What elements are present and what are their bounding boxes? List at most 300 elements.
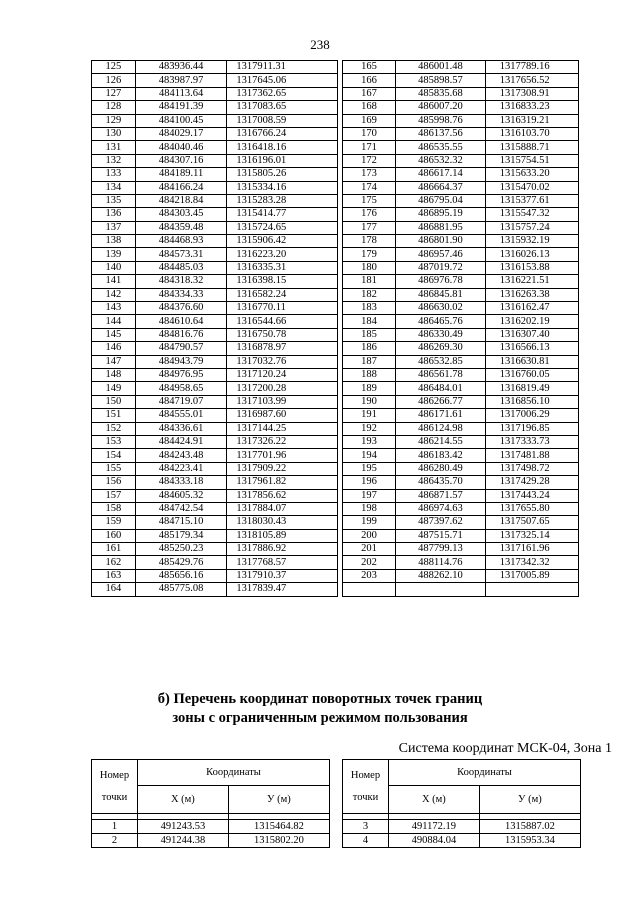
table-row <box>92 462 338 475</box>
table-row <box>92 74 338 87</box>
x-coordinate-cell: 484166.24 <box>135 181 227 194</box>
y-coordinate-cell: 1315888.71 <box>485 141 578 154</box>
point-number-cell: 160 <box>92 529 136 542</box>
point-number-cell: 189 <box>343 382 396 395</box>
x-coordinate-cell: 484189.11 <box>135 168 227 181</box>
x-coordinate-cell: 485179.34 <box>135 529 227 542</box>
x-coordinate-cell: 486845.81 <box>396 288 486 301</box>
y-coordinate-cell: 1317429.28 <box>485 476 578 489</box>
table-row <box>92 489 338 502</box>
point-number-cell: 196 <box>343 476 396 489</box>
y-coordinate-cell: 1317701.96 <box>227 449 338 462</box>
x-coordinate-cell: 484742.54 <box>135 502 227 515</box>
y-coordinate-cell: 1315906.42 <box>227 235 338 248</box>
table-row <box>343 114 579 127</box>
x-coordinate-cell: 488114.76 <box>396 556 486 569</box>
table-row <box>92 422 338 435</box>
point-number-cell: 176 <box>343 208 396 221</box>
point-number-cell: 154 <box>92 449 136 462</box>
point-number-cell: 195 <box>343 462 396 475</box>
x-coordinate-cell: 486535.55 <box>396 141 486 154</box>
point-number-cell: 198 <box>343 502 396 515</box>
point-number-cell: 192 <box>343 422 396 435</box>
table-row <box>343 449 579 462</box>
point-number-cell: 183 <box>343 302 396 315</box>
point-number-cell: 3 <box>343 820 389 834</box>
y-coordinate-cell: 1317333.73 <box>485 435 578 448</box>
table-row <box>343 288 579 301</box>
table-row <box>343 101 579 114</box>
point-number-cell: 186 <box>343 342 396 355</box>
point-number-cell: 127 <box>92 87 136 100</box>
point-number-cell: 175 <box>343 194 396 207</box>
y-coordinate-cell: 1317884.07 <box>227 502 338 515</box>
y-coordinate-cell: 1317144.25 <box>227 422 338 435</box>
point-number-cell: 165 <box>343 61 396 74</box>
table-row <box>343 395 579 408</box>
x-coordinate-cell: 486484.01 <box>396 382 486 395</box>
y-coordinate-cell: 1316750.78 <box>227 328 338 341</box>
point-number-cell: 167 <box>343 87 396 100</box>
x-coordinate-cell: 484943.79 <box>135 355 227 368</box>
x-coordinate-cell: 486465.76 <box>396 315 486 328</box>
x-coordinate-cell: 486001.48 <box>396 61 486 74</box>
point-number-cell: 187 <box>343 355 396 368</box>
point-number-cell: 200 <box>343 529 396 542</box>
y-coordinate-cell: 1317789.16 <box>485 61 578 74</box>
point-number-cell: 151 <box>92 409 136 422</box>
table-row <box>343 422 579 435</box>
x-coordinate-cell: 485835.68 <box>396 87 486 100</box>
y-coordinate-cell: 1317161.96 <box>485 543 578 556</box>
x-coordinate-cell: 485656.16 <box>135 569 227 582</box>
table-row <box>92 368 338 381</box>
y-coordinate-cell: 1317655.80 <box>485 502 578 515</box>
table-row <box>343 181 579 194</box>
table-row <box>343 168 579 181</box>
x-coordinate-cell: 490884.04 <box>389 834 480 848</box>
y-coordinate-cell: 1317645.06 <box>227 74 338 87</box>
x-coordinate-cell: 486881.95 <box>396 221 486 234</box>
y-coordinate-cell: 1315547.32 <box>485 208 578 221</box>
point-number-cell: 4 <box>343 834 389 848</box>
x-coordinate-cell: 484573.31 <box>135 248 227 261</box>
table-row <box>343 342 579 355</box>
y-coordinate-cell: 1317103.99 <box>227 395 338 408</box>
y-coordinate-cell: 1316307.40 <box>485 328 578 341</box>
point-number-cell: 145 <box>92 328 136 341</box>
y-coordinate-cell: 1317886.92 <box>227 543 338 556</box>
y-coordinate-cell: 1316221.51 <box>485 275 578 288</box>
table-row <box>92 435 338 448</box>
y-coordinate-cell: 1317200.28 <box>227 382 338 395</box>
x-coordinate-cell: 491243.53 <box>138 820 229 834</box>
x-coordinate-cell: 486795.04 <box>396 194 486 207</box>
table-row <box>343 328 579 341</box>
x-coordinate-cell: 485998.76 <box>396 114 486 127</box>
table-row <box>343 141 579 154</box>
y-coordinate-cell: 1315757.24 <box>485 221 578 234</box>
x-coordinate-cell: 484303.45 <box>135 208 227 221</box>
y-coordinate-cell: 1316566.13 <box>485 342 578 355</box>
table-row <box>343 834 581 848</box>
x-coordinate-cell: 486183.42 <box>396 449 486 462</box>
x-coordinate-cell: 491172.19 <box>389 820 480 834</box>
table-row <box>92 516 338 529</box>
table-row <box>92 529 338 542</box>
y-coordinate-cell: 1315334.16 <box>227 181 338 194</box>
table-row <box>92 302 338 315</box>
y-coordinate-cell: 1317308.91 <box>485 87 578 100</box>
y-coordinate-cell: 1317032.76 <box>227 355 338 368</box>
x-coordinate-cell: 486895.19 <box>396 208 486 221</box>
table-row <box>343 235 579 248</box>
point-number-cell: 1 <box>92 820 138 834</box>
header-x: Х (м) <box>138 786 229 814</box>
table-row <box>343 368 579 381</box>
x-coordinate-cell: 484040.46 <box>135 141 227 154</box>
y-coordinate-cell: 1316878.97 <box>227 342 338 355</box>
y-coordinate-cell: 1317910.37 <box>227 569 338 582</box>
table-row <box>92 502 338 515</box>
y-coordinate-cell: 1316196.01 <box>227 154 338 167</box>
y-coordinate-cell: 1317839.47 <box>227 583 338 596</box>
table-row <box>92 235 338 248</box>
point-number-cell: 174 <box>343 181 396 194</box>
y-coordinate-cell: 1317362.65 <box>227 87 338 100</box>
table-row <box>92 114 338 127</box>
y-coordinate-cell: 1316630.81 <box>485 355 578 368</box>
x-coordinate-cell: 486137.56 <box>396 127 486 140</box>
y-coordinate-cell: 1318105.89 <box>227 529 338 542</box>
point-number-cell: 130 <box>92 127 136 140</box>
y-coordinate-cell: 1317083.65 <box>227 101 338 114</box>
x-coordinate-cell: 484376.60 <box>135 302 227 315</box>
x-coordinate-cell: 484605.32 <box>135 489 227 502</box>
point-number-cell: 147 <box>92 355 136 368</box>
point-number-cell <box>343 583 396 596</box>
y-coordinate-cell: 1317498.72 <box>485 462 578 475</box>
y-coordinate-cell: 1317507.65 <box>485 516 578 529</box>
point-number-cell: 194 <box>343 449 396 462</box>
table-row <box>92 87 338 100</box>
table-row <box>343 127 579 140</box>
point-number-cell: 185 <box>343 328 396 341</box>
y-coordinate-cell: 1317961.82 <box>227 476 338 489</box>
x-coordinate-cell: 484318.32 <box>135 275 227 288</box>
table-row <box>92 834 330 848</box>
x-coordinate-cell: 486171.61 <box>396 409 486 422</box>
point-number-cell: 163 <box>92 569 136 582</box>
x-coordinate-cell: 486007.20 <box>396 101 486 114</box>
y-coordinate-cell: 1315464.82 <box>228 820 329 834</box>
point-number-cell: 136 <box>92 208 136 221</box>
point-number-cell: 182 <box>343 288 396 301</box>
header-y: У (м) <box>479 786 580 814</box>
point-number-cell: 181 <box>343 275 396 288</box>
point-number-cell: 155 <box>92 462 136 475</box>
table-row <box>92 382 338 395</box>
table-row <box>343 315 579 328</box>
table-row <box>343 74 579 87</box>
table-row <box>343 382 579 395</box>
y-coordinate-cell: 1316987.60 <box>227 409 338 422</box>
x-coordinate-cell: 484468.93 <box>135 235 227 248</box>
point-number-cell: 132 <box>92 154 136 167</box>
x-coordinate-cell: 484610.64 <box>135 315 227 328</box>
point-number-cell: 142 <box>92 288 136 301</box>
y-coordinate-cell: 1317326.22 <box>227 435 338 448</box>
coordinate-system-label: Система координат МСК-04, Зона 1 <box>398 741 612 756</box>
x-coordinate-cell: 484359.48 <box>135 221 227 234</box>
point-number-cell: 178 <box>343 235 396 248</box>
y-coordinate-cell: 1317656.52 <box>485 74 578 87</box>
y-coordinate-cell: 1315414.77 <box>227 208 338 221</box>
y-coordinate-cell: 1316153.88 <box>485 261 578 274</box>
x-coordinate-cell: 487397.62 <box>396 516 486 529</box>
y-coordinate-cell: 1316026.13 <box>485 248 578 261</box>
x-coordinate-cell: 484243.48 <box>135 449 227 462</box>
point-number-cell: 135 <box>92 194 136 207</box>
point-number-cell: 131 <box>92 141 136 154</box>
x-coordinate-cell: 486957.46 <box>396 248 486 261</box>
y-coordinate-cell: 1317856.62 <box>227 489 338 502</box>
x-coordinate-cell: 486435.70 <box>396 476 486 489</box>
y-coordinate-cell: 1317196.85 <box>485 422 578 435</box>
header-coordinates: Координаты <box>389 760 581 786</box>
y-coordinate-cell: 1315802.20 <box>228 834 329 848</box>
point-number-cell: 173 <box>343 168 396 181</box>
point-number-cell: 2 <box>92 834 138 848</box>
y-coordinate-cell: 1315377.61 <box>485 194 578 207</box>
point-number-cell: 180 <box>343 261 396 274</box>
table-row <box>92 409 338 422</box>
y-coordinate-cell: 1316223.20 <box>227 248 338 261</box>
point-number-cell: 164 <box>92 583 136 596</box>
x-coordinate-cell: 486532.32 <box>396 154 486 167</box>
y-coordinate-cell: 1317325.14 <box>485 529 578 542</box>
y-coordinate-cell: 1317768.57 <box>227 556 338 569</box>
y-coordinate-cell: 1315283.28 <box>227 194 338 207</box>
x-coordinate-cell <box>396 583 486 596</box>
table-row <box>343 61 579 74</box>
table-row <box>343 302 579 315</box>
point-number-cell: 141 <box>92 275 136 288</box>
x-coordinate-cell: 486664.37 <box>396 181 486 194</box>
table-row <box>92 288 338 301</box>
x-coordinate-cell: 484719.07 <box>135 395 227 408</box>
coordinates-table-right <box>342 60 579 597</box>
point-number-cell: 188 <box>343 368 396 381</box>
point-number-cell: 150 <box>92 395 136 408</box>
point-number-cell: 177 <box>343 221 396 234</box>
y-coordinate-cell: 1316398.15 <box>227 275 338 288</box>
header-point-number: Номер точки <box>343 760 389 814</box>
x-coordinate-cell: 484307.16 <box>135 154 227 167</box>
point-number-cell: 128 <box>92 101 136 114</box>
point-number-cell: 199 <box>343 516 396 529</box>
table-row <box>343 87 579 100</box>
x-coordinate-cell: 484218.84 <box>135 194 227 207</box>
x-coordinate-cell: 486801.90 <box>396 235 486 248</box>
point-number-cell: 197 <box>343 489 396 502</box>
y-coordinate-cell: 1317120.24 <box>227 368 338 381</box>
table-row <box>343 248 579 261</box>
x-coordinate-cell: 486214.55 <box>396 435 486 448</box>
x-coordinate-cell: 484334.33 <box>135 288 227 301</box>
table-row <box>92 275 338 288</box>
point-number-cell: 161 <box>92 543 136 556</box>
y-coordinate-cell: 1315887.02 <box>479 820 580 834</box>
y-coordinate-cell: 1317481.88 <box>485 449 578 462</box>
x-coordinate-cell: 484424.91 <box>135 435 227 448</box>
section-heading-line2: зоны с ограниченным режимом пользования <box>172 710 468 726</box>
y-coordinate-cell: 1316162.47 <box>485 302 578 315</box>
table-row <box>343 489 579 502</box>
table-row <box>343 543 579 556</box>
x-coordinate-cell: 486124.98 <box>396 422 486 435</box>
point-number-cell: 169 <box>343 114 396 127</box>
point-number-cell: 138 <box>92 235 136 248</box>
point-number-cell: 139 <box>92 248 136 261</box>
x-coordinate-cell: 484790.57 <box>135 342 227 355</box>
point-number-cell: 162 <box>92 556 136 569</box>
y-coordinate-cell: 1317008.59 <box>227 114 338 127</box>
table-row <box>92 342 338 355</box>
point-number-cell: 170 <box>343 127 396 140</box>
table-row <box>92 543 338 556</box>
x-coordinate-cell: 486266.77 <box>396 395 486 408</box>
y-coordinate-cell: 1315754.51 <box>485 154 578 167</box>
table-row <box>92 141 338 154</box>
table-row <box>343 221 579 234</box>
table-row <box>92 820 330 834</box>
x-coordinate-cell: 484100.45 <box>135 114 227 127</box>
y-coordinate-cell: 1316103.70 <box>485 127 578 140</box>
x-coordinate-cell: 484816.76 <box>135 328 227 341</box>
y-coordinate-cell: 1316335.31 <box>227 261 338 274</box>
y-coordinate-cell: 1316766.24 <box>227 127 338 140</box>
x-coordinate-cell: 485429.76 <box>135 556 227 569</box>
x-coordinate-cell: 483987.97 <box>135 74 227 87</box>
point-number-cell: 159 <box>92 516 136 529</box>
table-row <box>92 261 338 274</box>
y-coordinate-cell: 1317342.32 <box>485 556 578 569</box>
table-row <box>343 435 579 448</box>
table-row <box>343 583 579 596</box>
point-number-cell: 140 <box>92 261 136 274</box>
point-number-cell: 125 <box>92 61 136 74</box>
x-coordinate-cell: 486871.57 <box>396 489 486 502</box>
y-coordinate-cell: 1317911.31 <box>227 61 338 74</box>
y-coordinate-cell: 1317443.24 <box>485 489 578 502</box>
x-coordinate-cell: 486269.30 <box>396 342 486 355</box>
table-row <box>92 355 338 368</box>
table-row <box>343 820 581 834</box>
x-coordinate-cell: 486630.02 <box>396 302 486 315</box>
point-number-cell: 179 <box>343 248 396 261</box>
point-number-cell: 144 <box>92 315 136 328</box>
x-coordinate-cell: 484485.03 <box>135 261 227 274</box>
table-row <box>343 154 579 167</box>
x-coordinate-cell: 484336.61 <box>135 422 227 435</box>
x-coordinate-cell: 486617.14 <box>396 168 486 181</box>
point-number-cell: 193 <box>343 435 396 448</box>
table-row <box>92 395 338 408</box>
y-coordinate-cell: 1315953.34 <box>479 834 580 848</box>
table-row <box>343 275 579 288</box>
x-coordinate-cell: 488262.10 <box>396 569 486 582</box>
point-number-cell: 149 <box>92 382 136 395</box>
table-row <box>92 328 338 341</box>
table-row <box>92 556 338 569</box>
y-coordinate-cell: 1316418.16 <box>227 141 338 154</box>
table-row <box>92 168 338 181</box>
table-row <box>343 355 579 368</box>
y-coordinate-cell: 1316833.23 <box>485 101 578 114</box>
x-coordinate-cell: 487799.13 <box>396 543 486 556</box>
table-row <box>343 409 579 422</box>
x-coordinate-cell: 484223.41 <box>135 462 227 475</box>
table-row <box>92 583 338 596</box>
x-coordinate-cell: 485775.08 <box>135 583 227 596</box>
x-coordinate-cell: 486280.49 <box>396 462 486 475</box>
y-coordinate-cell: 1317909.22 <box>227 462 338 475</box>
point-number-cell: 201 <box>343 543 396 556</box>
x-coordinate-cell: 486330.49 <box>396 328 486 341</box>
table-row <box>92 61 338 74</box>
x-coordinate-cell: 486532.85 <box>396 355 486 368</box>
x-coordinate-cell: 484191.39 <box>135 101 227 114</box>
header-point-number: Номер точки <box>92 760 138 814</box>
x-coordinate-cell: 487019.72 <box>396 261 486 274</box>
section-heading-line1: б) Перечень координат поворотных точек границ <box>157 691 483 707</box>
point-number-cell: 146 <box>92 342 136 355</box>
x-coordinate-cell: 491244.38 <box>138 834 229 848</box>
point-number-cell: 203 <box>343 569 396 582</box>
point-number-cell: 166 <box>343 74 396 87</box>
point-number-cell: 129 <box>92 114 136 127</box>
y-coordinate-cell <box>485 583 578 596</box>
table-row <box>92 569 338 582</box>
table-row <box>343 529 579 542</box>
table-row <box>343 556 579 569</box>
coordinates-table-left <box>91 60 338 597</box>
point-number-cell: 156 <box>92 476 136 489</box>
y-coordinate-cell: 1315633.20 <box>485 168 578 181</box>
points-table-left <box>91 759 330 848</box>
x-coordinate-cell: 486561.78 <box>396 368 486 381</box>
y-coordinate-cell: 1316819.49 <box>485 382 578 395</box>
point-number-cell: 133 <box>92 168 136 181</box>
point-number-cell: 168 <box>343 101 396 114</box>
y-coordinate-cell: 1315932.19 <box>485 235 578 248</box>
table-row <box>92 315 338 328</box>
table-row <box>92 194 338 207</box>
x-coordinate-cell: 484029.17 <box>135 127 227 140</box>
point-number-cell: 202 <box>343 556 396 569</box>
point-number-cell: 171 <box>343 141 396 154</box>
y-coordinate-cell: 1315805.26 <box>227 168 338 181</box>
point-number-cell: 134 <box>92 181 136 194</box>
y-coordinate-cell: 1317005.89 <box>485 569 578 582</box>
x-coordinate-cell: 484555.01 <box>135 409 227 422</box>
point-number-cell: 158 <box>92 502 136 515</box>
table-row <box>92 248 338 261</box>
x-coordinate-cell: 486974.63 <box>396 502 486 515</box>
x-coordinate-cell: 485250.23 <box>135 543 227 556</box>
x-coordinate-cell: 483936.44 <box>135 61 227 74</box>
